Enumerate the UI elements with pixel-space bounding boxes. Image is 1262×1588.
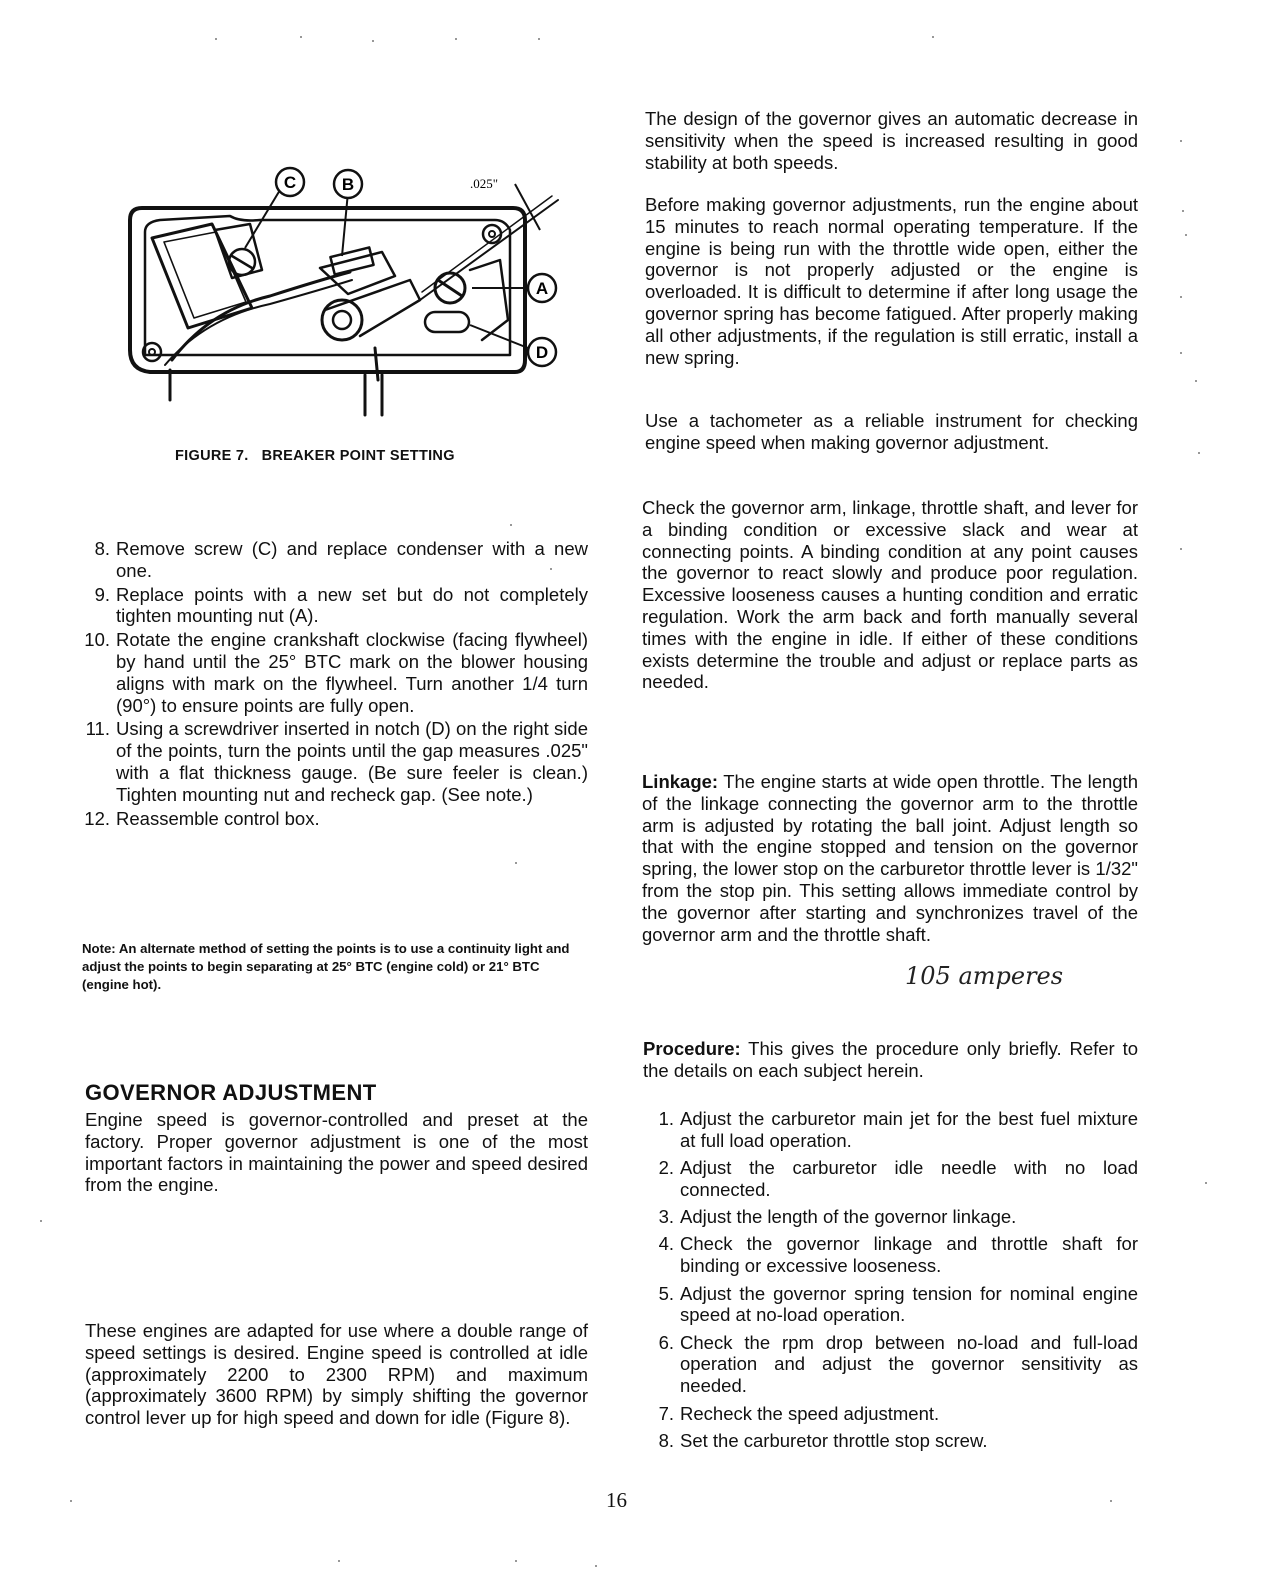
list-item: 4. Check the governor linkage and throttle shaft for binding or excessive looseness. [658,1233,1138,1277]
list-item: 12. Reassemble control box. [84,807,320,829]
svg-text:A: A [535,279,549,298]
governor-intro-paragraph: Engine speed is governor-controlled and preset at the factory. Proper governor adjustment is one of the most important factors in maintaining the power and speed desired from the engine. [85,1109,588,1196]
list-item: 3. Adjust the length of the governor linkage. [658,1206,1017,1228]
list-item: 8. Set the carburetor throttle stop screw. [658,1429,988,1451]
governor-adjustment-heading: GOVERNOR ADJUSTMENT [85,1080,377,1105]
linkage-label: Linkage: [642,771,719,792]
svg-text:B: B [341,175,355,194]
figure-breaker-point [120,160,580,428]
list-item: 2. Adjust the carburetor idle needle with no load connected. [658,1157,1138,1200]
list-item: 10. Rotate the engine crankshaft clockwise (facing flywheel) by hand until the 25° BTC mark on the blower housing aligns with mark on the flywheel. Turn another 1/4 turn (90°) to ensure points are fully open. [84,629,588,716]
breaker-point-diagram [120,160,580,428]
label-a-marker [528,274,556,302]
breaker-steps-list [80,538,588,831]
svg-text:D: D [535,343,549,362]
list-item: 1. Adjust the carburetor main jet for the best fuel mixture at full load operation. [658,1108,1138,1151]
design-paragraph: The design of the governor gives an automatic decrease in sensitivity when the speed is increased resulting in good stability at both speeds. [645,108,1138,173]
tachometer-paragraph: Use a tachometer as a reliable instrument for checking engine speed when making governor adjustment. [645,410,1138,453]
procedure-label: Procedure: [643,1038,741,1059]
gap-label: .025" [470,176,499,191]
svg-text:C: C [283,173,297,192]
double-range-paragraph: These engines are adapted for use where a double range of speed settings is desired. Engine speed is controlled at idle (approximately 2200 to 2300 RPM) and maximum (approximately 3600 RPM) by simply shifting the governor control lever up for high speed and down for idle (Figure 8). [85,1320,588,1429]
list-item: 9. Replace points with a new set but do not completely tighten mounting nut (A). [94,583,588,627]
list-item: 5. Adjust the governor spring tension for nominal engine speed at no-load operation. [658,1282,1138,1326]
procedure-text: This gives the procedure only briefly. Refer to the details on each subject herein. [643,1038,1138,1081]
before-adjust-paragraph: Before making governor adjustments, run the engine about 15 minutes to reach normal operating temperature. If the engine is being run with the throttle wide open, either the governor is not properly adjusted or the engine is overloaded. It is difficult to determine if after long usage the governor spring has become fatigued. After properly making all other adjustments, if the regulation is still erratic, install a new spring. [645,194,1138,368]
page-number: 16 [606,1488,627,1512]
procedure-paragraph [643,1038,1138,1082]
list-item: 6. Check the rpm drop between no-load and full-load operation and adjust the governor sensitivity as needed. [658,1331,1138,1397]
procedure-steps-list [644,1108,1138,1457]
linkage-text: The engine starts at wide open throttle. The length of the linkage connecting the governor arm to the throttle arm is adjusted by rotating the ball joint. Adjust length so that with the engine stopped and tension on the governor spring, the lower stop on the carburetor throttle lever is 1/32" from the stop pin. This setting allows immediate control by the governor after starting and synchronizes travel of the governor arm and the throttle shaft. [642,771,1138,945]
figure-caption: FIGURE 7. BREAKER POINT SETTING [175,448,455,464]
check-governor-paragraph: Check the governor arm, linkage, throttle shaft, and lever for a binding condition or excessive slack and wear at connecting points. A binding condition at any point causes the governor to react slowly and produce poor regulation. Excessive looseness causes a hunting condition and erratic regulation. Work the arm back and forth manually several times with the engine in idle. If either of these conditions exists determine the trouble and adjust or replace parts as needed. [642,497,1138,693]
linkage-paragraph [642,771,1138,945]
label-b-marker [334,170,362,198]
label-d-marker [528,338,556,366]
list-item: 7. Recheck the speed adjustment. [658,1402,940,1424]
note-continuity-method: Note: An alternate method of setting the points is to use a continuity light and adjust the points to begin separating at 25° BTC (engine cold) or 21° BTC (engine hot). [82,941,570,992]
list-item: 8. Remove screw (C) and replace condenser with a new one. [94,538,588,581]
list-item: 11. Using a screwdriver inserted in notch (D) on the right side of the points, turn the points until the gap measures .025" with a flat thickness gauge. (Be sure feeler is clean.) Tighten mounting nut and recheck gap. (See note.) [85,718,588,805]
handwritten-annotation: 105 amperes [905,962,1064,990]
label-c-marker [276,168,304,196]
